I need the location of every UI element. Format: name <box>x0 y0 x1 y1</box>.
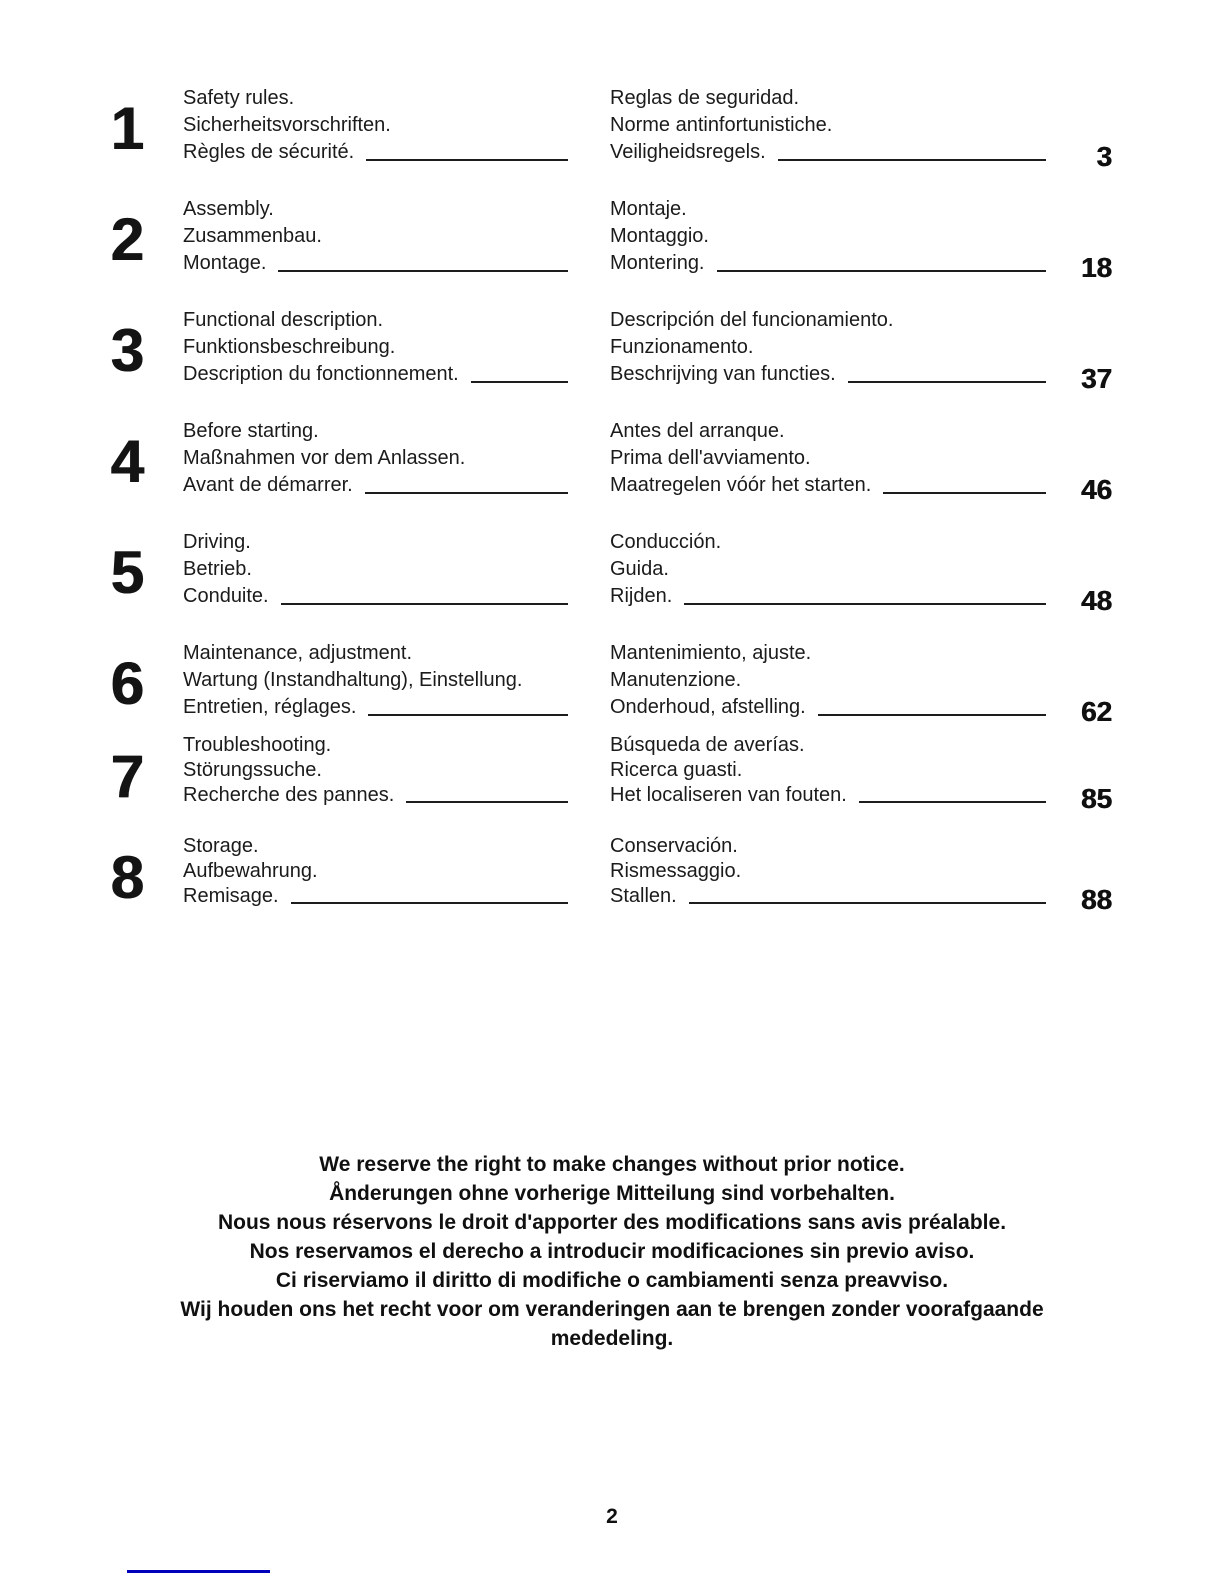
toc-entry-spanish: Mantenimiento, ajuste. <box>610 642 812 664</box>
leader-line <box>291 902 568 904</box>
toc-entry-spanish: Búsqueda de averías. <box>610 734 805 756</box>
notice-line-french: Nous nous réservons le droit d'apporter des modifications sans avis préalable. <box>217 1211 1007 1234</box>
notice-line-dutch-2: mededeling. <box>550 1327 674 1350</box>
leader-line <box>365 492 568 494</box>
section-number: 8 <box>110 844 142 911</box>
toc-line-with-leader <box>610 783 1112 814</box>
notice-line-english: We reserve the right to make changes without prior notice. <box>319 1153 905 1176</box>
toc-entry-french: Recherche des pannes. <box>183 784 395 806</box>
toc-entry-german: Maßnahmen vor dem Anlassen. <box>183 447 466 469</box>
toc-entry-german: Wartung (Instandhaltung), Einstellung. <box>183 669 523 691</box>
toc-entry-spanish: Conducción. <box>610 531 722 553</box>
leader-line <box>848 381 1046 383</box>
toc-entry-italian: Ricerca guasti. <box>610 759 743 781</box>
toc-section <box>95 834 1112 915</box>
toc-section <box>95 196 1112 283</box>
toc-section <box>95 307 1112 394</box>
toc-line-with-leader <box>610 884 1112 915</box>
toc-entry-french: Entretien, réglages. <box>183 696 357 718</box>
toc-column-left <box>183 834 568 909</box>
leader-line <box>859 801 1046 803</box>
toc-column-left <box>183 529 568 610</box>
notice-line-spanish: Nos reservamos el derecho a introducir modificaciones sin previo aviso. <box>249 1240 975 1263</box>
toc-entry-english: Troubleshooting. <box>183 734 332 756</box>
toc-entry-italian: Guida. <box>610 558 669 580</box>
footer-page-number: 2 <box>606 1505 618 1528</box>
toc-column-left <box>183 196 568 277</box>
toc-column-right <box>610 196 1112 283</box>
toc-entry-italian: Manutenzione. <box>610 669 742 691</box>
toc-line-with-leader <box>183 884 568 909</box>
toc-entry-german: Aufbewahrung. <box>183 860 318 882</box>
toc-entry-english: Safety rules. <box>183 87 295 109</box>
toc-entry-french: Règles de sécurité. <box>183 141 355 163</box>
toc-line-with-leader <box>610 250 1112 283</box>
page-number-ref: 48 <box>1080 585 1112 616</box>
toc-line-with-leader <box>183 139 568 166</box>
toc-entry-english: Functional description. <box>183 309 384 331</box>
section-number: 7 <box>110 743 142 810</box>
toc-line-with-leader <box>183 472 568 499</box>
toc-entry-dutch: Rijden. <box>610 585 673 607</box>
toc-line-with-leader <box>183 694 568 721</box>
toc-entry-italian: Montaggio. <box>610 225 709 247</box>
leader-line <box>278 270 568 272</box>
toc-entry-italian: Norme antinfortunistiche. <box>610 114 833 136</box>
toc-entry-english: Storage. <box>183 835 259 857</box>
bottom-left-rule <box>127 1570 270 1573</box>
toc-entry-german: Zusammenbau. <box>183 225 322 247</box>
toc-entry-spanish: Descripción del funcionamiento. <box>610 309 894 331</box>
section-number: 3 <box>110 317 142 384</box>
notice-line-dutch-1: Wij houden ons het recht voor om veranderingen aan te brengen zonder voorafgaande <box>180 1298 1044 1321</box>
notice-line-german: Ånderungen ohne vorherige Mitteilung sind vorbehalten. <box>329 1182 895 1205</box>
toc-column-right <box>610 85 1112 172</box>
toc-entry-dutch: Onderhoud, afstelling. <box>610 696 806 718</box>
leader-line <box>778 159 1046 161</box>
toc-column-left <box>183 640 568 721</box>
toc-entry-french: Montage. <box>183 252 267 274</box>
toc-entry-spanish: Antes del arranque. <box>610 420 785 442</box>
leader-line <box>281 603 568 605</box>
toc-column-right <box>610 307 1112 394</box>
toc-entry-dutch: Beschrijving van functies. <box>610 363 836 385</box>
toc-column-right <box>610 733 1112 814</box>
toc-entry-french: Avant de démarrer. <box>183 474 353 496</box>
toc-entry-spanish: Conservación. <box>610 835 738 857</box>
toc-line-with-leader <box>183 250 568 277</box>
toc-column-left <box>183 733 568 808</box>
toc-column-left <box>183 418 568 499</box>
toc-entry-english: Driving. <box>183 531 251 553</box>
toc-entry-german: Betrieb. <box>183 558 252 580</box>
toc-line-with-leader <box>610 472 1112 505</box>
page-number-ref: 88 <box>1080 884 1112 915</box>
toc-entry-french: Remisage. <box>183 885 279 907</box>
page-number-ref: 85 <box>1080 783 1112 814</box>
toc-column-left <box>183 85 568 166</box>
toc-line-with-leader <box>183 783 568 808</box>
toc-entry-german: Störungssuche. <box>183 759 322 781</box>
toc-column-right <box>610 834 1112 915</box>
change-notice <box>0 1150 1224 1353</box>
page-number-ref: 37 <box>1080 363 1112 394</box>
section-number: 1 <box>110 95 142 162</box>
page-number-ref: 3 <box>1096 141 1112 172</box>
toc-line-with-leader <box>610 583 1112 616</box>
toc-entry-french: Conduite. <box>183 585 269 607</box>
page-number-ref: 18 <box>1080 252 1112 283</box>
toc-entry-english: Assembly. <box>183 198 274 220</box>
toc-line-with-leader <box>610 361 1112 394</box>
leader-line <box>368 714 568 716</box>
toc-entry-dutch: Veiligheidsregels. <box>610 141 766 163</box>
toc-section <box>95 733 1112 814</box>
leader-line <box>471 381 568 383</box>
toc-line-with-leader <box>183 361 568 388</box>
toc-column-right <box>610 640 1112 727</box>
toc-entry-english: Maintenance, adjustment. <box>183 642 413 664</box>
page-number-ref: 46 <box>1080 474 1112 505</box>
leader-line <box>406 801 568 803</box>
section-number: 6 <box>110 650 142 717</box>
toc-entry-dutch: Het localiseren van fouten. <box>610 784 847 806</box>
toc-line-with-leader <box>610 139 1112 172</box>
toc-entry-dutch: Stallen. <box>610 885 677 907</box>
toc-section <box>95 640 1112 727</box>
leader-line <box>689 902 1046 904</box>
toc-section <box>95 418 1112 505</box>
toc-entry-german: Funktionsbeschreibung. <box>183 336 396 358</box>
leader-line <box>717 270 1047 272</box>
notice-line-italian: Ci riserviamo il diritto di modifiche o cambiamenti senza preavviso. <box>275 1269 949 1292</box>
toc-line-with-leader <box>610 694 1112 727</box>
toc-entry-dutch: Maatregelen vóór het starten. <box>610 474 872 496</box>
leader-line <box>684 603 1046 605</box>
section-number: 2 <box>110 206 142 273</box>
section-number: 5 <box>110 539 142 606</box>
toc-section <box>95 85 1112 172</box>
leader-line <box>818 714 1046 716</box>
section-number: 4 <box>110 428 142 495</box>
page-number-ref: 62 <box>1080 696 1112 727</box>
toc-column-left <box>183 307 568 388</box>
leader-line <box>366 159 568 161</box>
toc-entry-spanish: Reglas de seguridad. <box>610 87 800 109</box>
toc-entry-italian: Rismessaggio. <box>610 860 742 882</box>
toc-entry-italian: Funzionamento. <box>610 336 754 358</box>
toc-entry-german: Sicherheitsvorschriften. <box>183 114 391 136</box>
toc-entry-dutch: Montering. <box>610 252 705 274</box>
toc-entry-spanish: Montaje. <box>610 198 687 220</box>
toc-line-with-leader <box>183 583 568 610</box>
toc-column-right <box>610 418 1112 505</box>
toc-entry-french: Description du fonctionnement. <box>183 363 459 385</box>
toc-section <box>95 529 1112 616</box>
toc-entry-english: Before starting. <box>183 420 319 442</box>
leader-line <box>883 492 1046 494</box>
toc-entry-italian: Prima dell'avviamento. <box>610 447 811 469</box>
toc-column-right <box>610 529 1112 616</box>
